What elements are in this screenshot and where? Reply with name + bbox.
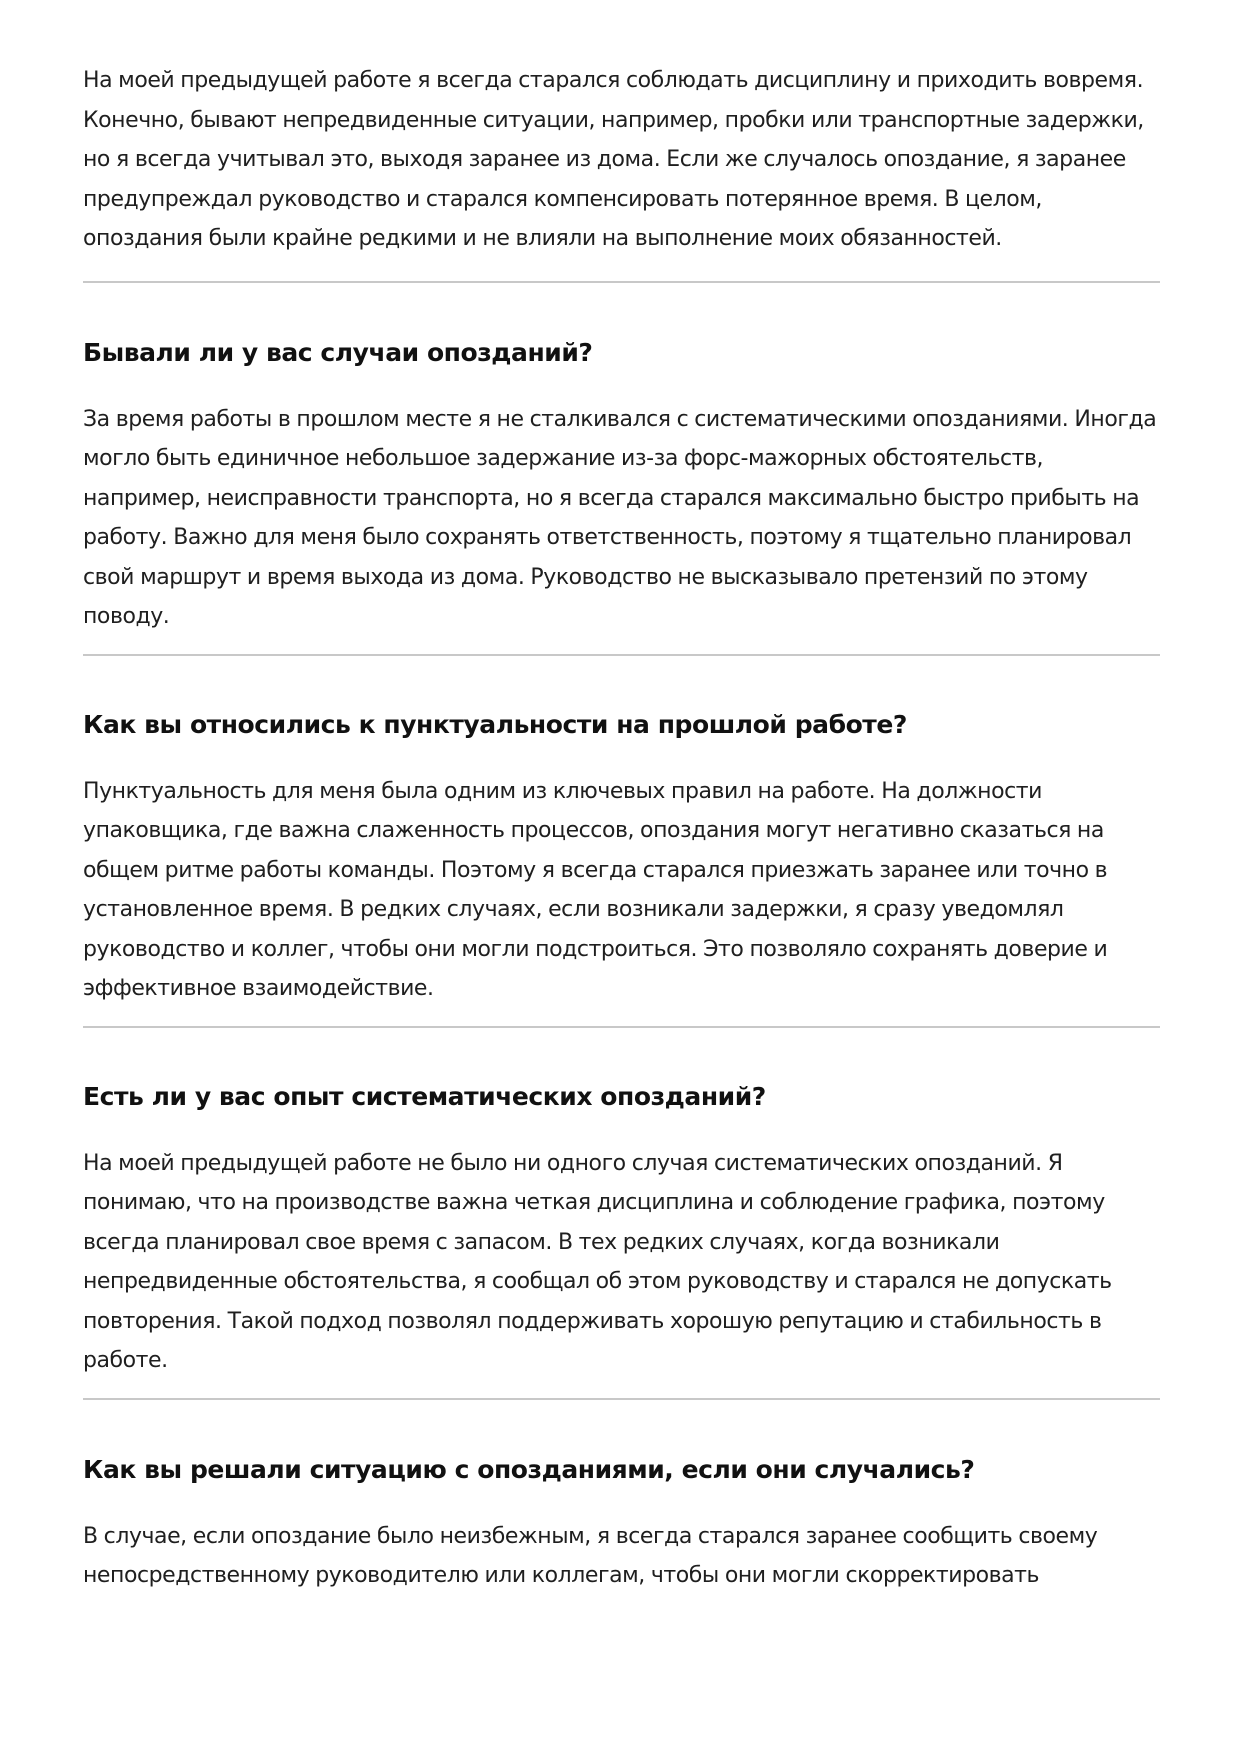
section-divider (83, 1398, 1160, 1400)
section-question: Бывали ли у вас случаи опозданий? (83, 337, 593, 367)
section-question: Есть ли у вас опыт систематических опозданий? (83, 1081, 766, 1111)
section-answer: В случае, если опоздание было неизбежным, я всегда старался заранее сообщить своему непосредственному руководителю или коллегам, чтобы они могли скорректировать (83, 1523, 1098, 1588)
section-answer: На моей предыдущей работе не было ни одного случая систематических опозданий. Я понимаю, что на производстве важна четкая дисциплина и соблюдение графика, поэтому всегда планировал свое время с запасом. В тех редких случаях, когда возникали непредвиденные обстоятельства, я сообщал об этом руководству и старался не допускать повторения. Такой подход позволял поддерживать хорошую репутацию и стабильность в работе. (83, 1150, 1112, 1373)
section-answer: За время работы в прошлом месте я не сталкивался с систематическими опозданиями. Иногда могло быть единичное небольшое задержание из-за форс-мажорных обстоятельств, например, неисправности транспорта, но я всегда старался максимально быстро прибыть на работу. Важно для меня было сохранять ответственность, поэтому я тщательно планировал свой маршрут и время выхода из дома. Руководство не высказывало претензий по этому поводу. (83, 406, 1157, 629)
section-answer: Пунктуальность для меня была одним из ключевых правил на работе. На должности упаковщика, где важна слаженность процессов, опоздания могут негативно сказаться на общем ритме работы команды. Поэтому я всегда старался приезжать заранее или точно в установленное время. В редких случаях, если возникали задержки, я сразу уведомлял руководство и коллег, чтобы они могли подстроиться. Это позволяло сохранять доверие и эффективное взаимодействие. (83, 778, 1108, 1001)
section-divider (83, 654, 1160, 656)
section-question: Как вы решали ситуацию с опозданиями, если они случались? (83, 1454, 975, 1484)
section-divider (83, 281, 1160, 283)
intro-answer: На моей предыдущей работе я всегда старался соблюдать дисциплину и приходить вовремя. Конечно, бывают непредвиденные ситуации, например, пробки или транспортные задержки, но я всегда учитывал это, выходя заранее из дома. Если же случалось опоздание, я заранее предупреждал руководство и старался компенсировать потерянное время. В целом, опоздания были крайне редкими и не влияли на выполнение моих обязанностей. (83, 68, 1144, 251)
section-question: Как вы относились к пунктуальности на прошлой работе? (83, 709, 907, 739)
section-divider (83, 1026, 1160, 1028)
document-page (83, 0, 1160, 1596)
